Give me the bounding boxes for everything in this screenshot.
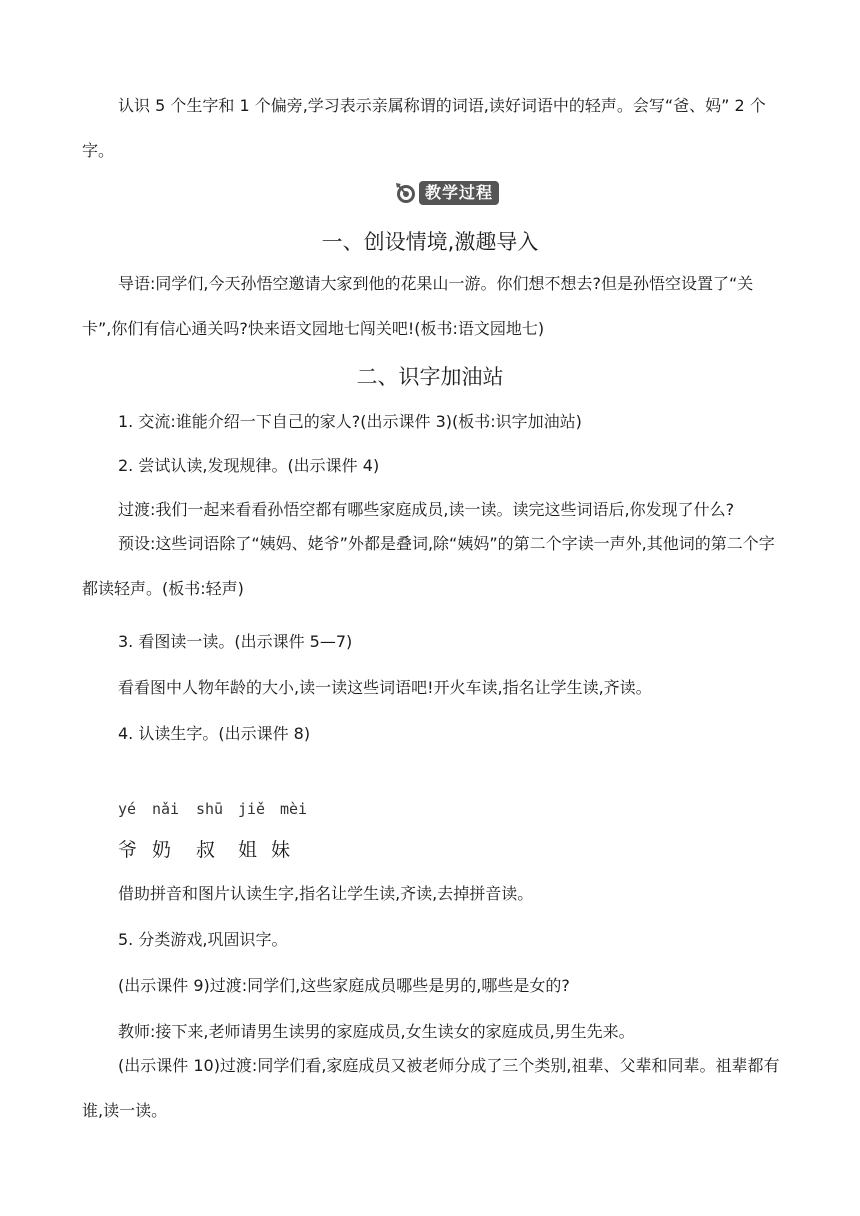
teaching-process-badge — [395, 180, 499, 206]
list-item: 看看图中人物年龄的大小,读一读这些词语吧!开火车读,指名让学生读,齐读。 — [118, 678, 652, 697]
intro-paragraph: 认识 5 个生字和 1 个偏旁,学习表示亲属称谓的词语,读好词语中的轻声。会写“爸、妈” 2 个字。 — [82, 96, 766, 160]
list-item: (出示课件 10)过渡:同学们看,家庭成员又被老师分成了三个类别,祖辈、父辈和同辈。祖辈都有谁,读一读。 — [82, 1056, 780, 1120]
hanzi-jie: 姐 — [238, 839, 258, 861]
hanzi-shu: 叔 — [196, 839, 216, 861]
list-item: (出示课件 9)过渡:同学们,这些家庭成员哪些是男的,哪些是女的? — [118, 976, 570, 995]
pinyin-nai: nǎi — [152, 800, 180, 818]
list-item: 预设:这些词语除了“姨妈、姥爷”外都是叠词,除“姨妈”的第二个字读一声外,其他词的第二个字都读轻声。(板书:轻声) — [82, 534, 775, 598]
pinyin-shu: shū — [196, 800, 224, 818]
list-item: 1. 交流:谁能介绍一下自己的家人?(出示课件 3)(板书:识字加油站) — [118, 412, 582, 431]
list-item: 借助拼音和图片认读生字,指名让学生读,齐读,去掉拼音读。 — [118, 884, 534, 903]
pinyin-jie: jiě — [238, 800, 266, 818]
list-item: 3. 看图读一读。(出示课件 5—7) — [118, 632, 353, 651]
list-item: 教师:接下来,老师请男生读男的家庭成员,女生读女的家庭成员,男生先来。 — [118, 1022, 635, 1041]
pinyin-ye: yé — [118, 800, 137, 818]
badge-label: 教学过程 — [419, 181, 499, 205]
list-item: 2. 尝试认读,发现规律。(出示课件 4) — [118, 456, 380, 475]
list-item: 5. 分类游戏,巩固识字。 — [118, 930, 288, 949]
section-title-2: 二、识字加油站 — [356, 365, 504, 389]
list-item: 过渡:我们一起来看看孙悟空都有哪些家庭成员,读一读。读完这些词语后,你发现了什么? — [118, 500, 735, 519]
hanzi-mei: 妹 — [271, 839, 291, 861]
pinyin-mei: mèi — [280, 800, 308, 818]
hanzi-ye: 爷 — [118, 839, 138, 861]
hanzi-nai: 奶 — [152, 839, 172, 861]
list-item: 4. 认读生字。(出示课件 8) — [118, 724, 311, 743]
section-title-1: 一、创设情境,激趣导入 — [321, 230, 539, 254]
section1-paragraph: 导语:同学们,今天孙悟空邀请大家到他的花果山一游。你们想不想去?但是孙悟空设置了“关卡”,你们有信心通关吗?快来语文园地七闯关吧!(板书:语文园地七) — [82, 274, 754, 338]
target-icon — [395, 182, 417, 204]
